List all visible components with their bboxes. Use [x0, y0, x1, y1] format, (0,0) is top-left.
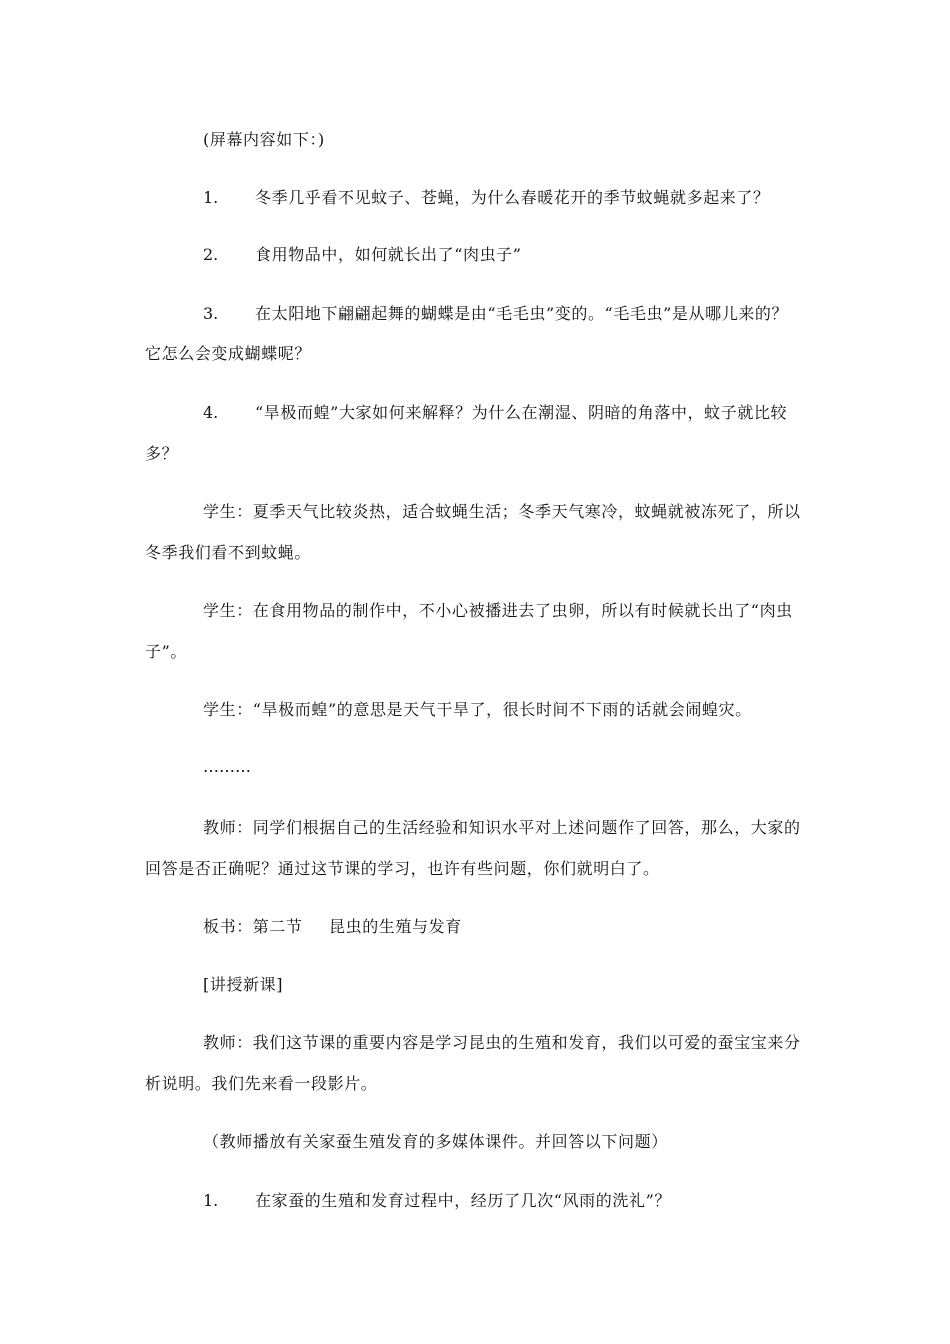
question-number: 4. [203, 403, 219, 422]
question-text-continued: 它怎么会变成蝴蝶呢？ [145, 344, 312, 363]
screen-note: (屏幕内容如下：) [203, 130, 325, 149]
question-text: 在家蚕的生殖和发育过程中，经历了几次“风雨的洗礼”？ [255, 1191, 671, 1210]
question-number: 1. [203, 188, 219, 207]
ellipsis: ……… [203, 757, 251, 776]
activity-note: （教师播放有关家蚕生殖发育的多媒体课件。并回答以下问题） [203, 1132, 668, 1151]
question-text: 在太阳地下翩翩起舞的蝴蝶是由“毛毛虫”变的。“毛毛虫”是从哪儿来的？ [255, 304, 789, 323]
board-title: 昆虫的生殖与发育 [329, 917, 462, 936]
board-label: 板书：第二节 [203, 917, 303, 936]
question-text: “旱极而蝗”大家如何来解释？为什么在潮湿、阴暗的角落中，蚊子就比较 [255, 403, 788, 422]
question-number: 1. [203, 1191, 219, 1210]
student-answer-continued: 子”。 [145, 642, 187, 661]
teacher-remark-continued: 析说明。我们先来看一段影片。 [145, 1074, 378, 1093]
question-text-continued: 多？ [145, 444, 179, 463]
teacher-remark: 教师：同学们根据自己的生活经验和知识水平对上述问题作了回答，那么，大家的 [203, 818, 801, 837]
question-number: 2. [203, 245, 219, 264]
question-text: 冬季几乎看不见蚊子、苍蝇，为什么春暖花开的季节蚊蝇就多起来了？ [255, 188, 770, 207]
question-text: 食用物品中，如何就长出了“肉虫子” [255, 245, 522, 264]
question-number: 3. [203, 304, 219, 323]
student-answer-continued: 冬季我们看不到蚊蝇。 [145, 543, 312, 562]
student-answer: 学生：夏季天气比较炎热，适合蚊蝇生活；冬季天气寒冷，蚊蝇就被冻死了，所以 [203, 502, 801, 521]
section-tag: [讲授新课] [203, 975, 284, 994]
student-answer: 学生：“旱极而蝗”的意思是天气干旱了，很长时间不下雨的话就会闹蝗灾。 [203, 700, 752, 719]
teacher-remark-continued: 回答是否正确呢？通过这节课的学习，也许有些问题，你们就明白了。 [145, 859, 660, 878]
student-answer: 学生：在食用物品的制作中，不小心被播进去了虫卵，所以有时候就长出了“肉虫 [203, 601, 793, 620]
teacher-remark: 教师：我们这节课的重要内容是学习昆虫的生殖和发育，我们以可爱的蚕宝宝来分 [203, 1033, 801, 1052]
